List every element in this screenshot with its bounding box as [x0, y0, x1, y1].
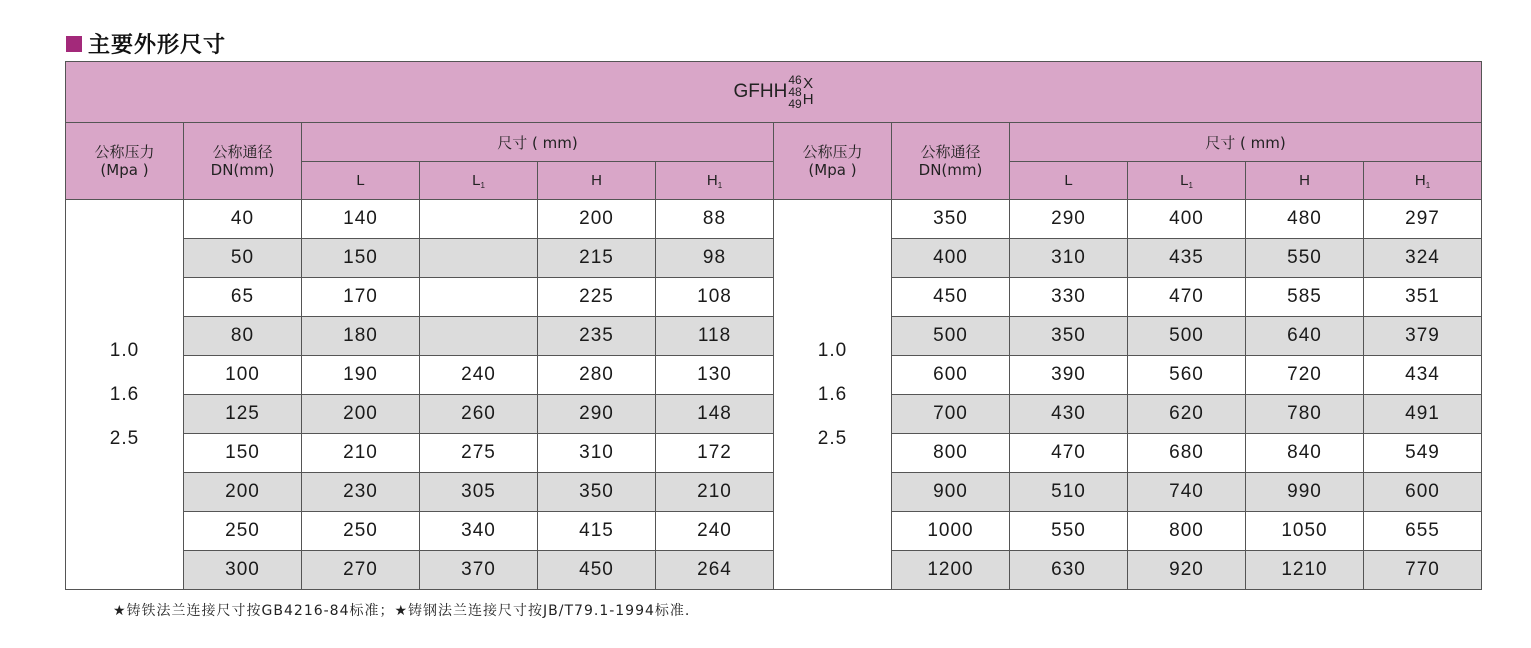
dimension-table — [65, 61, 1482, 590]
cell-right-H: 780 — [1246, 395, 1364, 434]
cell-left-dn: 80 — [184, 317, 302, 356]
cell-left-L1 — [420, 239, 538, 278]
cell-left-L: 250 — [302, 512, 420, 551]
cell-right-H1: 770 — [1364, 551, 1482, 590]
model-num-bot: 49 — [788, 97, 802, 111]
cell-right-dn: 500 — [892, 317, 1010, 356]
model-prefix: GFHH — [733, 81, 788, 102]
cell-right-H: 585 — [1246, 278, 1364, 317]
cell-left-L: 140 — [302, 200, 420, 239]
model-suffix-top: X — [803, 75, 814, 92]
cell-right-L1: 470 — [1128, 278, 1246, 317]
cell-left-L1: 340 — [420, 512, 538, 551]
cell-right-H1: 351 — [1364, 278, 1482, 317]
cell-right-L: 550 — [1010, 512, 1128, 551]
col-L-header-left: L — [302, 162, 420, 200]
cell-right-L: 350 — [1010, 317, 1128, 356]
size-header-right: 尺寸 ( mm) — [1010, 123, 1482, 162]
cell-right-H1: 379 — [1364, 317, 1482, 356]
pressure-value: 2.5 — [109, 427, 140, 449]
cell-left-L: 190 — [302, 356, 420, 395]
cell-left-H: 350 — [538, 473, 656, 512]
col-H-header-left: H — [538, 162, 656, 200]
cell-right-L: 390 — [1010, 356, 1128, 395]
col-H1-header-left: $H_1$ — [656, 162, 774, 200]
cell-right-dn: 400 — [892, 239, 1010, 278]
section-title-text: 主要外形尺寸 — [88, 33, 227, 58]
cell-right-H: 720 — [1246, 356, 1364, 395]
cell-left-H: 225 — [538, 278, 656, 317]
cell-right-H1: 549 — [1364, 434, 1482, 473]
model-header — [66, 62, 1482, 123]
cell-right-H1: 491 — [1364, 395, 1482, 434]
cell-right-H1: 297 — [1364, 200, 1482, 239]
cell-right-H1: 324 — [1364, 239, 1482, 278]
cell-right-H: 1050 — [1246, 512, 1364, 551]
cell-right-H: 840 — [1246, 434, 1364, 473]
size-header-left: 尺寸 ( mm) — [302, 123, 774, 162]
pressure-value: 2.5 — [817, 427, 848, 449]
cell-right-L1: 560 — [1128, 356, 1246, 395]
cell-right-L: 630 — [1010, 551, 1128, 590]
cell-left-L1: 260 — [420, 395, 538, 434]
dn-header-left: 公称通径 DN(mm) — [184, 123, 302, 200]
cell-right-dn: 450 — [892, 278, 1010, 317]
cell-right-dn: 800 — [892, 434, 1010, 473]
cell-right-H: 480 — [1246, 200, 1364, 239]
cell-right-dn: 600 — [892, 356, 1010, 395]
cell-left-L: 170 — [302, 278, 420, 317]
cell-left-H: 280 — [538, 356, 656, 395]
col-H-header-right: H — [1246, 162, 1364, 200]
pressure-value: 1.0 — [817, 339, 848, 361]
cell-right-L1: 680 — [1128, 434, 1246, 473]
col-L-header-right: L — [1010, 162, 1128, 200]
model-num-mid: 48 — [788, 85, 802, 99]
pressure-values-right — [774, 200, 892, 590]
cell-right-dn: 900 — [892, 473, 1010, 512]
cell-left-H: 310 — [538, 434, 656, 473]
col-H1-header-right: $H_1$ — [1364, 162, 1482, 200]
cell-right-L1: 740 — [1128, 473, 1246, 512]
cell-left-L1: 240 — [420, 356, 538, 395]
cell-left-dn: 200 — [184, 473, 302, 512]
cell-left-L1 — [420, 317, 538, 356]
cell-left-L1: 275 — [420, 434, 538, 473]
cell-left-L: 180 — [302, 317, 420, 356]
model-suffixes — [803, 76, 814, 108]
cell-left-H: 290 — [538, 395, 656, 434]
footnote: ★铸铁法兰连接尺寸按GB4216-84标准；★铸钢法兰连接尺寸按JB/T79.1-1994标准. — [113, 603, 691, 619]
cell-left-L1: 305 — [420, 473, 538, 512]
cell-left-L: 270 — [302, 551, 420, 590]
col-L1-header-left: $L_1$ — [420, 162, 538, 200]
model-numbers — [788, 74, 801, 110]
pressure-header-left: 公称压力 (Mpa ) — [66, 123, 184, 200]
cell-left-H1: 130 — [656, 356, 774, 395]
cell-right-L1: 400 — [1128, 200, 1246, 239]
model-suffix-bot: H — [802, 91, 814, 108]
cell-left-H1: 108 — [656, 278, 774, 317]
cell-right-L: 430 — [1010, 395, 1128, 434]
cell-right-dn: 1000 — [892, 512, 1010, 551]
cell-right-L: 290 — [1010, 200, 1128, 239]
cell-right-L1: 920 — [1128, 551, 1246, 590]
cell-right-L: 470 — [1010, 434, 1128, 473]
cell-right-H1: 655 — [1364, 512, 1482, 551]
cell-right-dn: 700 — [892, 395, 1010, 434]
cell-left-dn: 50 — [184, 239, 302, 278]
cell-left-dn: 250 — [184, 512, 302, 551]
cell-right-L1: 500 — [1128, 317, 1246, 356]
cell-left-L1 — [420, 278, 538, 317]
cell-left-dn: 125 — [184, 395, 302, 434]
cell-left-H1: 98 — [656, 239, 774, 278]
cell-right-H1: 600 — [1364, 473, 1482, 512]
cell-left-dn: 40 — [184, 200, 302, 239]
cell-right-L: 510 — [1010, 473, 1128, 512]
cell-left-H: 450 — [538, 551, 656, 590]
pressure-values-left — [66, 200, 184, 590]
cell-left-dn: 150 — [184, 434, 302, 473]
cell-left-dn: 100 — [184, 356, 302, 395]
title-square-icon — [66, 36, 82, 52]
cell-left-L: 210 — [302, 434, 420, 473]
model-num-top: 46 — [788, 73, 802, 87]
pressure-value: 1.6 — [109, 383, 140, 405]
cell-left-dn: 65 — [184, 278, 302, 317]
cell-right-H1: 434 — [1364, 356, 1482, 395]
cell-right-H: 550 — [1246, 239, 1364, 278]
cell-right-H: 1210 — [1246, 551, 1364, 590]
model-designation — [734, 74, 814, 110]
section-title — [66, 28, 226, 59]
cell-right-dn: 350 — [892, 200, 1010, 239]
cell-right-L: 310 — [1010, 239, 1128, 278]
cell-left-H1: 240 — [656, 512, 774, 551]
dn-header-right: 公称通径 DN(mm) — [892, 123, 1010, 200]
cell-left-L1 — [420, 200, 538, 239]
table-row — [66, 200, 1482, 239]
cell-left-L: 150 — [302, 239, 420, 278]
cell-left-H: 200 — [538, 200, 656, 239]
cell-left-H1: 172 — [656, 434, 774, 473]
col-L1-header-right: $L_1$ — [1128, 162, 1246, 200]
cell-right-L1: 800 — [1128, 512, 1246, 551]
cell-left-L1: 370 — [420, 551, 538, 590]
pressure-header-right: 公称压力 (Mpa ) — [774, 123, 892, 200]
pressure-value: 1.6 — [817, 383, 848, 405]
cell-right-L1: 435 — [1128, 239, 1246, 278]
cell-left-L: 200 — [302, 395, 420, 434]
cell-left-dn: 300 — [184, 551, 302, 590]
cell-right-L: 330 — [1010, 278, 1128, 317]
pressure-value: 1.0 — [109, 339, 140, 361]
cell-left-H1: 118 — [656, 317, 774, 356]
cell-left-H: 215 — [538, 239, 656, 278]
cell-left-H1: 210 — [656, 473, 774, 512]
cell-right-H: 640 — [1246, 317, 1364, 356]
cell-left-H1: 148 — [656, 395, 774, 434]
cell-left-H: 415 — [538, 512, 656, 551]
cell-left-L: 230 — [302, 473, 420, 512]
cell-right-L1: 620 — [1128, 395, 1246, 434]
cell-left-H: 235 — [538, 317, 656, 356]
cell-right-H: 990 — [1246, 473, 1364, 512]
cell-left-H1: 88 — [656, 200, 774, 239]
cell-left-H1: 264 — [656, 551, 774, 590]
cell-right-dn: 1200 — [892, 551, 1010, 590]
